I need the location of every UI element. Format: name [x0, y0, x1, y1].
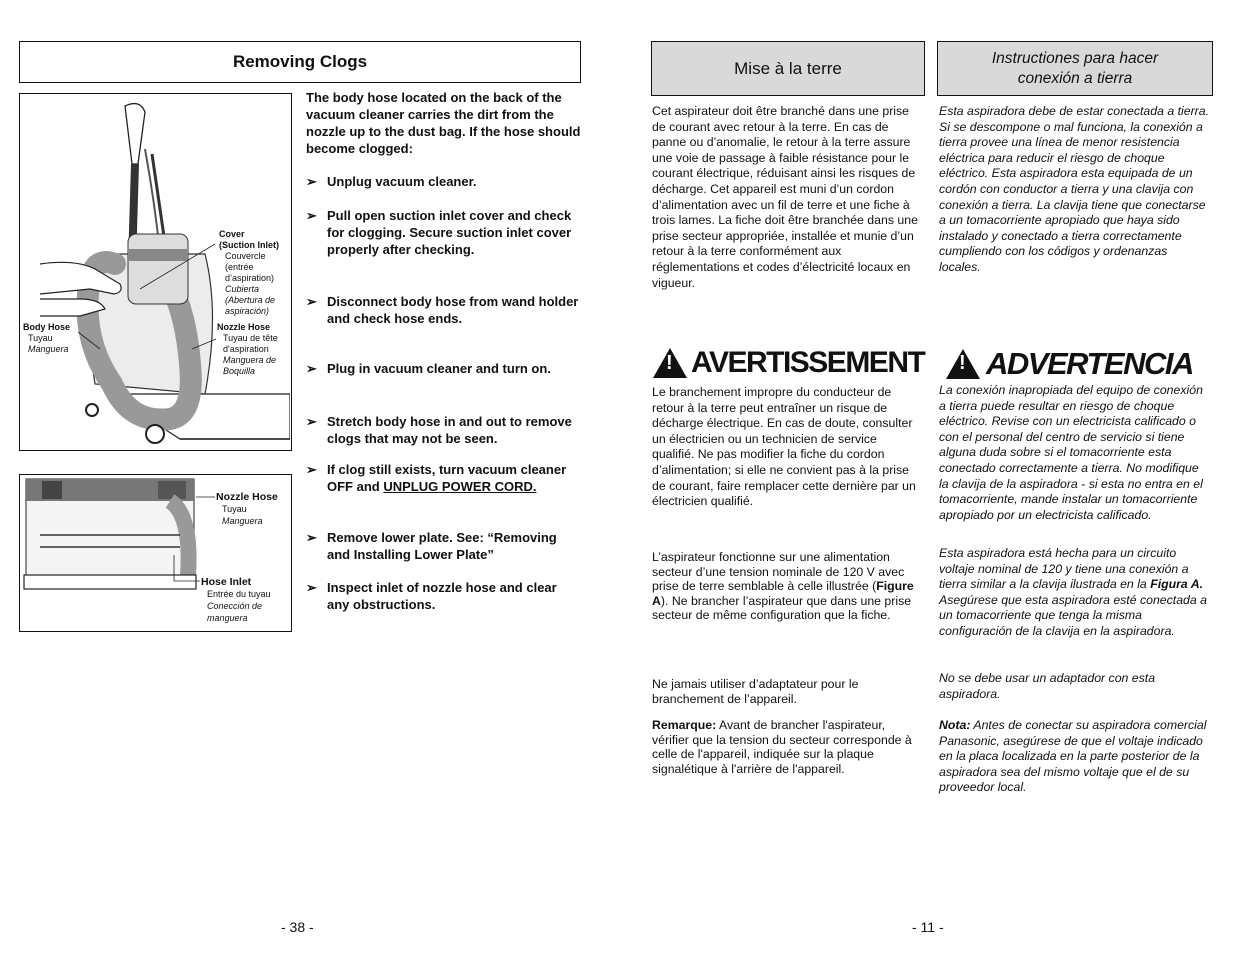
fr-section-title: Mise à la terre: [734, 58, 842, 78]
es-grounding-title-box: [937, 41, 1213, 96]
es-voltage-text: Esta aspiradora está hecha para un circuito voltaje nominal de 120 y tiene una conexión a tierra similar a la clavija ilustrada en la Figura A. Asegúrese que esta aspiradora esté conectada a un tomacorriente que tenga la misma configuración de la clavija en la aspiradora.: [939, 546, 1207, 638]
arrow-bullet-icon: ➢: [306, 414, 317, 429]
es-note-label: Nota:: [939, 718, 971, 732]
cover-suction-inlet-label: Cover (Suction Inlet) Couvercle (entrée d’aspiration) Cubierta (Abertura de aspiración): [219, 229, 279, 316]
vacuum-rear-figure: [19, 93, 292, 451]
es-warning-word: ADVERTENCIA: [986, 346, 1193, 381]
arrow-bullet-icon: ➢: [306, 361, 317, 376]
fr-warning-header: ! AVERTISSEMENT: [651, 346, 924, 380]
arrow-bullet-icon: ➢: [306, 208, 317, 223]
nozzle-inlet-figure: [19, 474, 292, 632]
fr-voltage-text: L’aspirateur fonctionne sur une alimentation secteur d’une tension nominale de 120 V avec prise de terre semblable à celle illustrée (Figure A). Ne brancher l’aspirateur que dans une prise secteur de même configuration que la fiche.: [652, 550, 914, 623]
es-grounding-text: Esta aspiradora debe de estar conectada a tierra. Si se descompone o mal funciona, la conexión a tierra provee una línea de menor resistencia eléctrica para reducir el riesgo de choque eléctrico. Esta aspiradora esta equipada de un cordón con conductor a tierra y una clavija con conexión a tierra. La clavija tiene que conectarse a un tomacorriente apropiado que haya sido instalado y conectado a tierra correctamente cumpliendo con los códigos y ordenanzas locales.: [939, 104, 1210, 274]
nozzle-hose-label: Nozzle Hose Tuyau de tête d'aspiration Manguera de Boquilla: [217, 322, 278, 376]
es-adapter-text: No se debe usar un adaptador con esta aspiradora.: [939, 671, 1156, 701]
es-section-title-line2: conexión a tierra: [1017, 69, 1133, 87]
removing-clogs-title-box: [19, 41, 581, 83]
es-note-text: Nota: Antes de conectar su aspiradora comercial Panasonic, asegúrese de que el voltaje indicado en la placa localizada en la parte posterior de la aspiradora sea del mismo voltaje que el de su proveedor local.: [939, 718, 1207, 795]
fr-note-label: Remarque:: [652, 718, 717, 732]
es-warning-text: La conexión inapropiada del equipo de conexión a tierra puede resultar en riesgo de choque eléctrico. Revise con un electricista calificado o con el personal del centro de servicio si tiene alguna duda sobre si el tomacorriente esta conectado correctamente a tierra. No modifique la clavija de la aspiradora - si esta no entra en el tomacorriente, mande instalar un tomacorriente apropiado por un electricista calificado.: [939, 383, 1203, 522]
fr-warning-text: Le branchement impropre du conducteur de retour à la terre peut entraîner un risque de décharge électrique. En cas de doute, consulter un électricien ou un technicien de service qualifié. Ne pas modifier la fiche du cordon d’alimentation; si elle ne convient pas à la prise de courant, faire remplacer cette dernière par un électricien qualifié.: [652, 385, 916, 509]
arrow-bullet-icon: ➢: [306, 580, 317, 595]
nozzle-hose-label-2: Nozzle Hose Tuyau Manguera: [216, 491, 278, 526]
fr-note-text: Remarque: Avant de brancher l'aspirateur, vérifier que la tension du secteur corresponde à celle de l'appareil, indiquée sur la plaque signalétique à l'arrière de l'appareil.: [652, 718, 912, 776]
es-warning-header: ! ADVERTENCIA: [944, 346, 1193, 382]
right-page-number: - 11 -: [912, 919, 944, 935]
arrow-bullet-icon: ➢: [306, 462, 317, 477]
fr-adapter-text: Ne jamais utiliser d’adaptateur pour le branchement de l’appareil.: [652, 677, 859, 706]
arrow-bullet-icon: ➢: [306, 174, 317, 189]
arrow-bullet-icon: ➢: [306, 530, 317, 545]
body-hose-label: Body Hose Tuyau Manguera: [23, 322, 71, 354]
fr-warning-word: AVERTISSEMENT: [691, 346, 925, 379]
clog-intro: The body hose located on the back of the vacuum cleaner carries the dirt from the nozzle up to the dust bag. If the hose should become clogged:: [306, 90, 581, 156]
fr-grounding-title-box: [651, 41, 925, 96]
unplug-power-cord-emphasis: UNPLUG POWER CORD.: [383, 479, 537, 494]
hose-inlet-label: Hose Inlet Entrée du tuyau Conección de manguera: [201, 576, 271, 623]
page-title: Removing Clogs: [232, 52, 368, 71]
arrow-bullet-icon: ➢: [306, 294, 317, 309]
es-section-title-line1: Instructiones para hacer: [991, 49, 1159, 67]
fr-grounding-text: Cet aspirateur doit être branché dans une prise de courant avec retour à la terre. En cas de panne ou d’anomalie, le retour à la terre assure une voie de passage à faible résistance pour le courant électrique, réduisant ainsi les risques de décharge. Cet appareil est muni d’un cordon d’alimentation avec un fil de terre et une fiche à trois lames. La fiche doit être branchée dans une prise secteur appropriée, installée et munie d’un retour à la terre conformément aux réglementations et codes d’électricité locaux en vigueur.: [652, 104, 918, 290]
left-page-number: - 38 -: [281, 919, 314, 935]
